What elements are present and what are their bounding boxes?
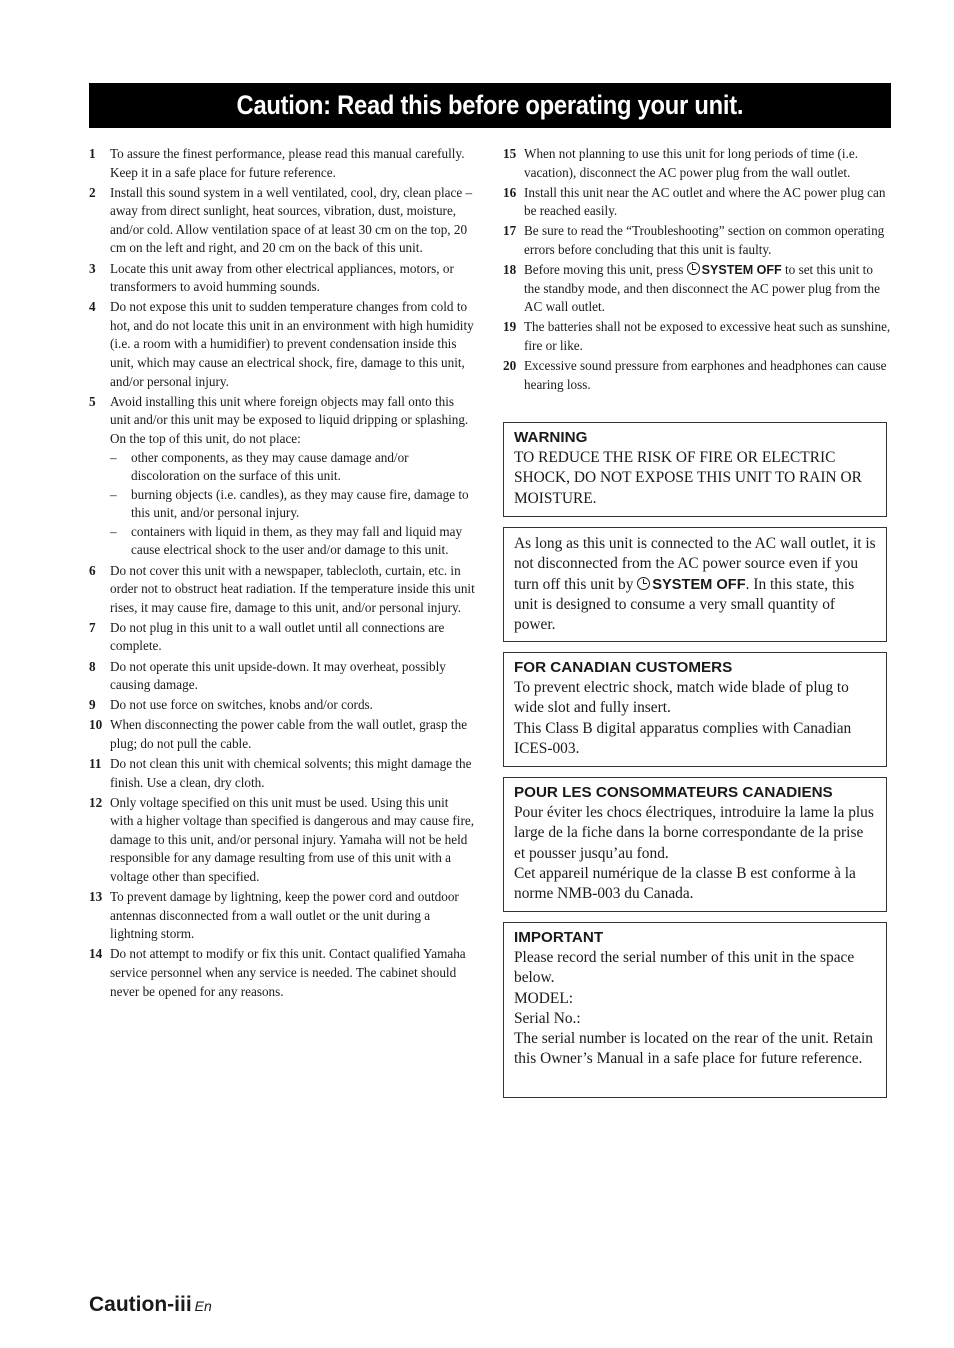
dash-bullet: – [110, 449, 117, 465]
canadian-customers-box [503, 652, 887, 767]
page-number: Caution-iii [89, 1293, 192, 1316]
serial-label: Serial No.: [514, 1009, 581, 1027]
item-text [524, 261, 891, 317]
system-off-label: SYSTEM OFF [701, 263, 782, 278]
list-item [503, 222, 891, 259]
item-number: 20 [503, 358, 517, 374]
list-item [503, 261, 891, 317]
sub-item [110, 486, 475, 523]
power-icon [637, 577, 650, 590]
dash-bullet: – [110, 523, 117, 539]
item-text: Do not cover this unit with a newspaper, tablecloth, curtain, etc. in order not to obstruct heat radiation. If the temperature inside this unit rises, it may cause fire, damage to this unit, and/or personal injury. [110, 562, 475, 615]
item-number: 6 [89, 562, 96, 578]
item-number: 4 [89, 299, 96, 315]
power-notice-box [503, 527, 887, 642]
important-text-1: Please record the serial number of this unit in the space below. [514, 949, 855, 987]
caution-list-left [89, 145, 475, 1003]
title-bar [89, 83, 891, 128]
french-text-2: Cet appareil numérique de la classe B est conforme à la norme NMB-003 du Canada. [514, 864, 856, 903]
canadian-heading: FOR CANADIAN CUSTOMERS [514, 659, 733, 676]
important-box [503, 922, 887, 1098]
list-item [89, 298, 475, 391]
item-text-pre: Before moving this unit, press [524, 262, 687, 278]
item-text: Excessive sound pressure from earphones and headphones can cause hearing loss. [524, 358, 887, 392]
item-number: 14 [89, 946, 103, 962]
item-number: 13 [89, 889, 103, 905]
item-number: 8 [89, 658, 96, 674]
important-heading: IMPORTANT [514, 929, 604, 946]
list-item [503, 357, 891, 394]
item-number: 15 [503, 146, 517, 161]
item-text-post: to set this unit to the standby mode, and then disconnect the AC power plug from the AC wall outlet. [524, 262, 880, 315]
item-number: 16 [503, 184, 517, 200]
sub-item [110, 523, 475, 560]
model-label: MODEL: [514, 989, 573, 1007]
sub-item-text: burning objects (i.e. candles), as they may cause fire, damage to this unit, and/or personal injury. [131, 486, 469, 521]
item-text: Install this sound system in a well ventilated, cool, dry, clean place – away from direct sunlight, heat sources, vibration, dust, moisture, and/or cold. Allow ventilation space of at least 30 cm on the top, 20 cm on the left and right, and 20 cm on the back of this unit. [110, 184, 473, 256]
canadian-text-1: To prevent electric shock, match wide blade of plug to wide slot and fully insert. [514, 679, 849, 717]
language-code: En [194, 1298, 212, 1314]
sub-item-text: other components, as they may cause damage and/or discoloration on the surface of this unit. [131, 449, 409, 484]
sub-item-text: containers with liquid in them, as they may fall and liquid may cause electrical shock to the user and/or damage to this unit. [131, 523, 463, 558]
item-text: Do not clean this unit with chemical solvents; this might damage the finish. Use a clean, dry cloth. [110, 756, 472, 790]
system-off-label: SYSTEM OFF [652, 576, 746, 593]
item-number: 18 [503, 262, 517, 278]
item-text: Do not use force on switches, knobs and/or cords. [110, 697, 373, 713]
list-item [89, 794, 475, 887]
warning-heading: WARNING [514, 429, 588, 446]
item-number: 19 [503, 319, 517, 335]
list-item [89, 145, 475, 182]
warning-box [503, 422, 887, 517]
item-text: Do not expose this unit to sudden temperature changes from cold to hot, and do not locate this unit in an environment with high humidity (i.e. a room with a humidifier) to prevent condensation inside this unit, which may cause an electrical shock, fire, damage to this unit, and/or personal injury. [110, 299, 474, 389]
item-text: Install this unit near the AC outlet and where the AC power plug can be reached easily. [524, 184, 886, 219]
power-icon [687, 262, 700, 275]
item-text: Do not plug in this unit to a wall outlet until all connections are complete. [110, 619, 445, 654]
item-text: Be sure to read the “Troubleshooting” section on common operating errors before concluding that this unit is faulty. [524, 223, 885, 257]
item-number: 1 [89, 146, 96, 161]
item-text: Locate this unit away from other electrical appliances, motors, or transformers to avoid humming sounds. [110, 260, 454, 295]
page-footer [89, 1293, 212, 1317]
sub-item [110, 449, 475, 486]
item-text: When disconnecting the power cable from the wall outlet, grasp the plug; do not pull the cable. [110, 717, 468, 751]
item-text: The batteries shall not be exposed to excessive heat such as sunshine, fire or like. [524, 319, 891, 353]
item-text: When not planning to use this unit for long periods of time (i.e. vacation), disconnect the AC power plug from the wall outlet. [524, 146, 859, 180]
item-number: 3 [89, 260, 96, 276]
item-number: 11 [89, 756, 102, 771]
french-canadian-box [503, 777, 887, 912]
power-notice-text-post: . In this state, this unit is designed to consume a very small quantity of power. [514, 575, 855, 634]
french-heading: POUR LES CONSOMMATEURS CANADIENS [514, 784, 833, 801]
item-number: 2 [89, 184, 96, 200]
list-item [89, 755, 475, 792]
list-item [89, 888, 475, 944]
list-item [89, 393, 475, 560]
item-number: 5 [89, 393, 96, 409]
item-number: 17 [503, 223, 517, 239]
caution-list-right [503, 145, 891, 396]
item-text: Avoid installing this unit where foreign objects may fall onto this unit and/or this unit may be exposed to liquid dripping or splashing. On the top of this unit, do not place: [110, 393, 469, 446]
dash-bullet: – [110, 486, 117, 502]
important-text-2: The serial number is located on the rear of the unit. Retain this Owner’s Manual in a safe place for future reference. [514, 1030, 873, 1068]
list-item [503, 184, 891, 221]
item-text: Do not operate this unit upside-down. It may overheat, possibly causing damage. [110, 658, 446, 693]
item-text: Do not attempt to modify or fix this unit. Contact qualified Yamaha service personnel when any service is needed. The cabinet should never be opened for any reasons. [110, 946, 466, 999]
item-number: 10 [89, 717, 103, 733]
item-number: 12 [89, 794, 103, 810]
item-text: Only voltage specified on this unit must be used. Using this unit with a higher voltage than specified is dangerous and may cause fire, damage to this unit, and/or personal injury. Yamaha will not be held responsible for any damage resulting from use of this unit with a voltage other than specified. [110, 794, 474, 885]
french-text-1: Pour éviter les chocs électriques, introduire la lame la plus large de la fiche dans la borne correspondante de la prise et pousser jusqu’au fond. [514, 804, 874, 862]
list-item [89, 619, 475, 656]
list-item [89, 658, 475, 695]
list-item [503, 145, 891, 182]
power-notice-text-pre: As long as this unit is connected to the AC wall outlet, it is not disconnected from the AC power source even if you turn off this unit by [514, 535, 876, 593]
list-item [89, 945, 475, 1001]
page-title: Caution: Read this before operating your unit. [236, 90, 744, 120]
item-number: 7 [89, 619, 96, 635]
item-text: To assure the finest performance, please read this manual carefully. Keep it in a safe place for future reference. [110, 146, 465, 180]
list-item [89, 696, 475, 715]
list-item [89, 184, 475, 258]
item-number: 9 [89, 697, 96, 713]
list-item [89, 562, 475, 618]
list-item [89, 260, 475, 297]
canadian-text-2: This Class B digital apparatus complies with Canadian ICES-003. [514, 719, 852, 757]
warning-text: TO REDUCE THE RISK OF FIRE OR ELECTRIC SHOCK, DO NOT EXPOSE THIS UNIT TO RAIN OR MOISTURE. [514, 449, 862, 507]
list-item [503, 318, 891, 355]
item-body [110, 393, 475, 560]
list-item [89, 716, 475, 753]
item-text: To prevent damage by lightning, keep the power cord and outdoor antennas disconnected from a wall outlet or the unit during a lightning storm. [110, 889, 459, 942]
